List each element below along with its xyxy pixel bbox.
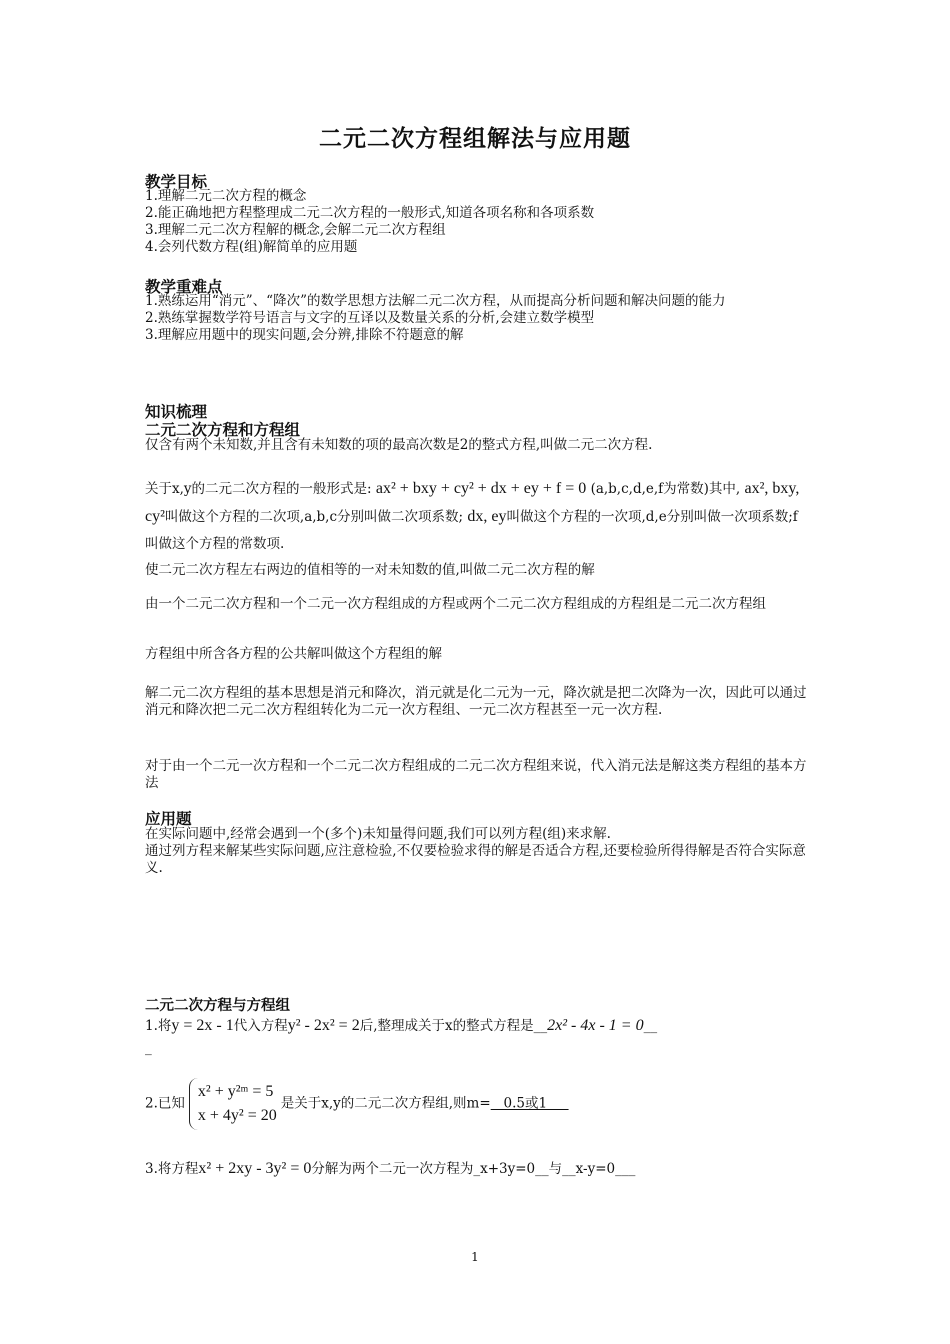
substitution-paragraph: 对于由一个二元一次方程和一个二元二次方程组成的二元二次方程组来说，代入消元法是解这类方程组的基本方法 <box>145 758 807 791</box>
solution-definition: 使二元二次方程左右两边的值相等的一对未知数的值,叫做二元二次方程的解 <box>145 562 595 578</box>
system-definition: 由一个二元二次方程和一个二元一次方程组成的方程或两个二元二次方程组成的方程组是二元二次方程组 <box>145 596 766 612</box>
goal-item: 2.能正确地把方程整理成二元二次方程的一般形式,知道各项名称和各项系数 <box>145 205 595 221</box>
page-number: 1 <box>471 1250 479 1264</box>
q2-equation-2: x + 4y² = 20 <box>197 1107 277 1124</box>
application-heading: 应用题 <box>145 810 192 828</box>
application-text: 通过列方程来解某些实际问题,应注意检验,不仅要检验求得的解是否适合方程,还要检验所得得解是否符合实际意义. <box>145 843 806 876</box>
linear-terms: dx, ey <box>467 508 507 525</box>
general-form-text-b: (a,b,c,d,e,f为常数)其中, <box>590 481 741 497</box>
q3-text-a: 3.将方程 <box>145 1161 199 1177</box>
definition-paragraph: 仅含有两个未知数,并且含有未知数的项的最高次数是2的整式方程,叫做二元二次方程. <box>145 437 653 453</box>
general-form-text-d: 叫做这个方程的一次项,d,e分别叫做一次项系数;f叫做这个方程的常数项. <box>145 509 798 552</box>
knowledge-heading: 知识梳理 <box>145 403 208 421</box>
application-paragraphs <box>145 826 810 877</box>
general-form-text-c: 叫做这个方程的二次项,a,b,c分别叫做二次项系数; <box>164 509 464 525</box>
quadratic-terms: ax², bxy, cy² <box>145 480 800 525</box>
goals-heading: 教学目标 <box>145 173 208 191</box>
key-point-item: 1.熟练运用“消元”、“降次”的数学思想方法解二元二次方程，从而提高分析问题和解决问题的能力 <box>145 293 726 309</box>
q1-text-c: 后,整理成关于x的整式方程是__ <box>359 1018 548 1034</box>
q2-answer: 0.5或1 <box>490 1095 569 1112</box>
q1-answer: 2x² - 4x - 1 = 0 <box>547 1017 644 1034</box>
goal-item: 3.理解二元二次方程解的概念,会解二元二次方程组 <box>145 222 446 238</box>
application-text: 在实际问题中,经常会遇到一个(多个)未知量得问题,我们可以列方程(组)来求解. <box>145 826 611 842</box>
q2-text-a: 2.已知 <box>145 1095 185 1112</box>
key-point-item: 2.熟练掌握数学符号语言与文字的互译以及数量关系的分析,会建立数学模型 <box>145 310 595 326</box>
key-points-heading: 教学重难点 <box>145 278 223 296</box>
goal-item: 4.会列代数方程(组)解简单的应用题 <box>145 239 358 255</box>
q3-text-b: 分解为两个二元一次方程为_x+3y=0__与__x-y=0___ <box>311 1161 636 1177</box>
q2-equation-1: x² + y²ᵐ = 5 <box>197 1083 274 1100</box>
general-form-text-a: 关于x,y的二元二次方程的一般形式是: <box>145 481 372 497</box>
q1-substitution: y = 2x - 1 <box>171 1017 234 1034</box>
exercises-heading: 二元二次方程与方程组 <box>145 998 290 1014</box>
page-title: 二元二次方程组解法与应用题 <box>319 126 631 152</box>
q1-text-d: __ <box>643 1018 658 1034</box>
equation-system-brace <box>189 1078 277 1130</box>
q1-trailing-blank: _ <box>145 1040 152 1056</box>
general-form-equation: ax² + bxy + cy² + dx + ey + f = 0 <box>375 480 587 497</box>
knowledge-subheading: 二元二次方程和方程组 <box>145 421 301 439</box>
key-points-list <box>145 293 810 344</box>
q1-text-a: 1.将 <box>145 1018 172 1034</box>
exercise-1 <box>145 1015 810 1059</box>
goal-item: 1.理解二元二次方程的概念 <box>145 188 307 204</box>
q1-text-b: 代入方程 <box>233 1018 288 1034</box>
q2-text-b: 是关于x,y的二元二次方程组,则m= <box>280 1095 491 1112</box>
key-point-item: 3.理解应用题中的现实问题,会分辨,排除不符题意的解 <box>145 327 464 343</box>
system-solution-definition: 方程组中所含各方程的公共解叫做这个方程组的解 <box>145 646 442 662</box>
q3-equation: x² + 2xy - 3y² = 0 <box>198 1160 312 1177</box>
method-paragraph: 解二元二次方程组的基本思想是消元和降次，消元就是化二元为一元，降次就是把二次降为一次，因此可以通过消元和降次把二元二次方程组转化为二元一次方程组、一元二次方程甚至一元一次方程. <box>145 685 807 718</box>
exercise-3 <box>145 1160 810 1178</box>
general-form-paragraph <box>145 475 810 558</box>
q1-equation: y² - 2x² = 2 <box>287 1017 360 1034</box>
exercise-2 <box>145 1078 810 1130</box>
goals-list <box>145 188 810 256</box>
